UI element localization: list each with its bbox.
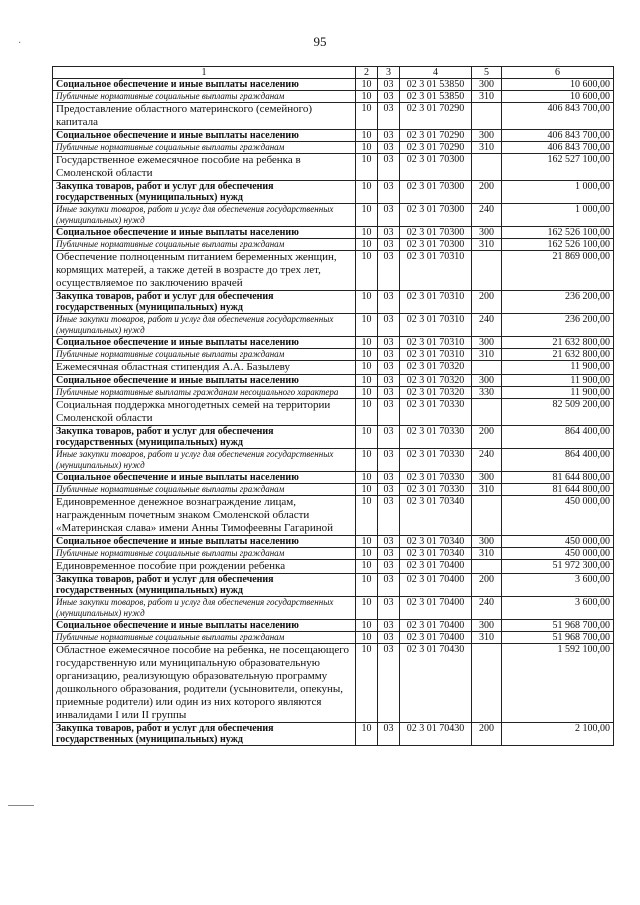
row-expense-type-cell: 200 <box>472 181 502 204</box>
table-row <box>53 227 614 239</box>
row-expense-type-cell: 240 <box>472 204 502 227</box>
row-name-cell: Публичные нормативные социальные выплаты гражданам <box>53 91 356 103</box>
row-section-cell: 10 <box>356 472 378 484</box>
row-amount-cell: 21 632 800,00 <box>502 337 614 349</box>
table-body <box>53 79 614 746</box>
row-subsection-cell: 03 <box>378 314 400 337</box>
row-amount-cell: 406 843 700,00 <box>502 103 614 130</box>
row-amount-cell: 450 000,00 <box>502 548 614 560</box>
table-row <box>53 472 614 484</box>
table-row <box>53 375 614 387</box>
table-row <box>53 251 614 291</box>
row-target-article-cell: 02 3 01 70320 <box>400 387 472 399</box>
row-subsection-cell: 03 <box>378 251 400 291</box>
header-col-3: 3 <box>378 67 400 79</box>
row-target-article-cell: 02 3 01 70430 <box>400 644 472 723</box>
table-row <box>53 337 614 349</box>
row-expense-type-cell: 200 <box>472 426 502 449</box>
row-amount-cell: 406 843 700,00 <box>502 130 614 142</box>
table-row <box>53 361 614 375</box>
row-subsection-cell: 03 <box>378 560 400 574</box>
row-section-cell: 10 <box>356 723 378 746</box>
row-name-cell: Закупка товаров, работ и услуг для обеспечения государственных (муниципальных) нужд <box>53 574 356 597</box>
row-expense-type-cell <box>472 399 502 426</box>
row-amount-cell: 21 869 000,00 <box>502 251 614 291</box>
row-amount-cell: 21 632 800,00 <box>502 349 614 361</box>
row-name-cell: Социальное обеспечение и иные выплаты населению <box>53 130 356 142</box>
table-row <box>53 387 614 399</box>
table-row <box>53 496 614 536</box>
row-target-article-cell: 02 3 01 70300 <box>400 154 472 181</box>
row-section-cell: 10 <box>356 399 378 426</box>
row-expense-type-cell: 300 <box>472 79 502 91</box>
row-target-article-cell: 02 3 01 70430 <box>400 723 472 746</box>
table-row <box>53 560 614 574</box>
row-subsection-cell: 03 <box>378 620 400 632</box>
row-name-cell: Социальное обеспечение и иные выплаты населению <box>53 79 356 91</box>
row-subsection-cell: 03 <box>378 181 400 204</box>
row-section-cell: 10 <box>356 181 378 204</box>
row-amount-cell: 864 400,00 <box>502 449 614 472</box>
row-amount-cell: 81 644 800,00 <box>502 472 614 484</box>
row-target-article-cell: 02 3 01 70330 <box>400 484 472 496</box>
row-target-article-cell: 02 3 01 70330 <box>400 426 472 449</box>
table-row <box>53 130 614 142</box>
table-row <box>53 399 614 426</box>
row-name-cell: Социальное обеспечение и иные выплаты населению <box>53 620 356 632</box>
row-amount-cell: 450 000,00 <box>502 536 614 548</box>
row-section-cell: 10 <box>356 536 378 548</box>
row-amount-cell: 406 843 700,00 <box>502 142 614 154</box>
table-row <box>53 723 614 746</box>
row-expense-type-cell <box>472 560 502 574</box>
row-target-article-cell: 02 3 01 70340 <box>400 536 472 548</box>
table-row <box>53 644 614 723</box>
row-target-article-cell: 02 3 01 70300 <box>400 204 472 227</box>
row-section-cell: 10 <box>356 349 378 361</box>
row-target-article-cell: 02 3 01 53850 <box>400 79 472 91</box>
row-section-cell: 10 <box>356 103 378 130</box>
row-section-cell: 10 <box>356 375 378 387</box>
row-expense-type-cell: 300 <box>472 227 502 239</box>
row-target-article-cell: 02 3 01 70330 <box>400 449 472 472</box>
row-name-cell: Социальная поддержка многодетных семей на территории Смоленской области <box>53 399 356 426</box>
row-subsection-cell: 03 <box>378 632 400 644</box>
row-section-cell: 10 <box>356 79 378 91</box>
row-amount-cell: 81 644 800,00 <box>502 484 614 496</box>
table-row <box>53 204 614 227</box>
budget-table <box>52 66 614 746</box>
row-section-cell: 10 <box>356 632 378 644</box>
row-subsection-cell: 03 <box>378 91 400 103</box>
row-target-article-cell: 02 3 01 70300 <box>400 239 472 251</box>
row-section-cell: 10 <box>356 548 378 560</box>
row-subsection-cell: 03 <box>378 426 400 449</box>
row-target-article-cell: 02 3 01 70340 <box>400 496 472 536</box>
row-amount-cell: 450 000,00 <box>502 496 614 536</box>
row-expense-type-cell: 310 <box>472 91 502 103</box>
row-name-cell: Социальное обеспечение и иные выплаты населению <box>53 536 356 548</box>
table-row <box>53 620 614 632</box>
row-amount-cell: 51 968 700,00 <box>502 620 614 632</box>
row-expense-type-cell: 240 <box>472 597 502 620</box>
row-name-cell: Единовременное денежное вознаграждение лицам, награжденным почетным знаком Смоленской области «Материнская слава» имени Анны Тимофеевны Гагариной <box>53 496 356 536</box>
row-subsection-cell: 03 <box>378 291 400 314</box>
row-section-cell: 10 <box>356 130 378 142</box>
row-subsection-cell: 03 <box>378 204 400 227</box>
row-section-cell: 10 <box>356 644 378 723</box>
row-subsection-cell: 03 <box>378 484 400 496</box>
row-amount-cell: 236 200,00 <box>502 291 614 314</box>
table-row <box>53 142 614 154</box>
row-expense-type-cell: 300 <box>472 536 502 548</box>
row-section-cell: 10 <box>356 560 378 574</box>
table-header <box>53 67 614 79</box>
row-amount-cell: 10 600,00 <box>502 91 614 103</box>
row-subsection-cell: 03 <box>378 644 400 723</box>
row-name-cell: Предоставление областного материнского (семейного) капитала <box>53 103 356 130</box>
table-row <box>53 449 614 472</box>
row-expense-type-cell: 240 <box>472 449 502 472</box>
row-section-cell: 10 <box>356 337 378 349</box>
row-subsection-cell: 03 <box>378 449 400 472</box>
row-section-cell: 10 <box>356 204 378 227</box>
row-expense-type-cell: 310 <box>472 142 502 154</box>
row-section-cell: 10 <box>356 142 378 154</box>
row-expense-type-cell: 310 <box>472 548 502 560</box>
table-row <box>53 239 614 251</box>
table-row <box>53 574 614 597</box>
table-row <box>53 91 614 103</box>
row-section-cell: 10 <box>356 574 378 597</box>
row-amount-cell: 51 972 300,00 <box>502 560 614 574</box>
row-name-cell: Публичные нормативные социальные выплаты гражданам <box>53 239 356 251</box>
row-target-article-cell: 02 3 01 70400 <box>400 574 472 597</box>
row-target-article-cell: 02 3 01 70290 <box>400 142 472 154</box>
header-col-2: 2 <box>356 67 378 79</box>
row-expense-type-cell: 200 <box>472 574 502 597</box>
row-expense-type-cell <box>472 251 502 291</box>
row-name-cell: Закупка товаров, работ и услуг для обеспечения государственных (муниципальных) нужд <box>53 181 356 204</box>
table-row <box>53 536 614 548</box>
row-subsection-cell: 03 <box>378 536 400 548</box>
row-expense-type-cell: 300 <box>472 130 502 142</box>
row-expense-type-cell: 310 <box>472 349 502 361</box>
table-row <box>53 632 614 644</box>
row-expense-type-cell: 330 <box>472 387 502 399</box>
row-amount-cell: 11 900,00 <box>502 361 614 375</box>
row-expense-type-cell <box>472 361 502 375</box>
row-amount-cell: 236 200,00 <box>502 314 614 337</box>
row-amount-cell: 11 900,00 <box>502 387 614 399</box>
table-row <box>53 426 614 449</box>
row-amount-cell: 3 600,00 <box>502 597 614 620</box>
row-subsection-cell: 03 <box>378 723 400 746</box>
row-subsection-cell: 03 <box>378 399 400 426</box>
row-target-article-cell: 02 3 01 70300 <box>400 227 472 239</box>
row-name-cell: Социальное обеспечение и иные выплаты населению <box>53 375 356 387</box>
row-subsection-cell: 03 <box>378 79 400 91</box>
row-amount-cell: 51 968 700,00 <box>502 632 614 644</box>
row-target-article-cell: 02 3 01 70320 <box>400 375 472 387</box>
row-subsection-cell: 03 <box>378 548 400 560</box>
row-expense-type-cell <box>472 496 502 536</box>
table-row <box>53 181 614 204</box>
row-target-article-cell: 02 3 01 70330 <box>400 399 472 426</box>
row-target-article-cell: 02 3 01 70310 <box>400 337 472 349</box>
row-amount-cell: 162 526 100,00 <box>502 227 614 239</box>
row-subsection-cell: 03 <box>378 227 400 239</box>
row-section-cell: 10 <box>356 449 378 472</box>
row-name-cell: Публичные нормативные социальные выплаты гражданам <box>53 349 356 361</box>
row-subsection-cell: 03 <box>378 387 400 399</box>
row-amount-cell: 162 527 100,00 <box>502 154 614 181</box>
table-row <box>53 79 614 91</box>
row-target-article-cell: 02 3 01 70290 <box>400 103 472 130</box>
row-expense-type-cell <box>472 154 502 181</box>
row-amount-cell: 864 400,00 <box>502 426 614 449</box>
row-section-cell: 10 <box>356 387 378 399</box>
header-col-1: 1 <box>53 67 356 79</box>
row-name-cell: Единовременное пособие при рождении ребенка <box>53 560 356 574</box>
row-name-cell: Публичные нормативные социальные выплаты гражданам <box>53 484 356 496</box>
row-name-cell: Закупка товаров, работ и услуг для обеспечения государственных (муниципальных) нужд <box>53 723 356 746</box>
table-row <box>53 103 614 130</box>
scan-speck: · <box>18 38 22 49</box>
table-row <box>53 597 614 620</box>
row-subsection-cell: 03 <box>378 574 400 597</box>
row-subsection-cell: 03 <box>378 496 400 536</box>
row-expense-type-cell: 200 <box>472 291 502 314</box>
row-section-cell: 10 <box>356 251 378 291</box>
row-subsection-cell: 03 <box>378 103 400 130</box>
row-subsection-cell: 03 <box>378 597 400 620</box>
row-section-cell: 10 <box>356 620 378 632</box>
row-section-cell: 10 <box>356 426 378 449</box>
row-amount-cell: 1 000,00 <box>502 204 614 227</box>
row-name-cell: Закупка товаров, работ и услуг для обеспечения государственных (муниципальных) нужд <box>53 426 356 449</box>
row-target-article-cell: 02 3 01 70330 <box>400 472 472 484</box>
row-section-cell: 10 <box>356 291 378 314</box>
row-target-article-cell: 02 3 01 70340 <box>400 548 472 560</box>
row-section-cell: 10 <box>356 484 378 496</box>
row-name-cell: Социальное обеспечение и иные выплаты населению <box>53 472 356 484</box>
row-name-cell: Областное ежемесячное пособие на ребенка, не посещающего государственную или муниципальную образовательную организацию, реализующую образовательную программу дошкольного образования, родители (усыновители, опекуны, приемные родители) или один из них которого являются инвалидами I или II группы <box>53 644 356 723</box>
page-number: 95 <box>313 34 327 49</box>
row-target-article-cell: 02 3 01 53850 <box>400 91 472 103</box>
table-row <box>53 314 614 337</box>
row-expense-type-cell: 310 <box>472 484 502 496</box>
row-expense-type-cell: 300 <box>472 472 502 484</box>
row-section-cell: 10 <box>356 597 378 620</box>
row-name-cell: Иные закупки товаров, работ и услуг для обеспечения государственных (муниципальных) нужд <box>53 314 356 337</box>
row-subsection-cell: 03 <box>378 239 400 251</box>
row-subsection-cell: 03 <box>378 361 400 375</box>
row-expense-type-cell: 310 <box>472 239 502 251</box>
row-expense-type-cell: 200 <box>472 723 502 746</box>
row-expense-type-cell: 240 <box>472 314 502 337</box>
row-target-article-cell: 02 3 01 70400 <box>400 597 472 620</box>
row-expense-type-cell: 310 <box>472 632 502 644</box>
row-target-article-cell: 02 3 01 70300 <box>400 181 472 204</box>
row-section-cell: 10 <box>356 227 378 239</box>
row-section-cell: 10 <box>356 496 378 536</box>
row-expense-type-cell <box>472 644 502 723</box>
row-amount-cell: 3 600,00 <box>502 574 614 597</box>
row-section-cell: 10 <box>356 361 378 375</box>
row-expense-type-cell: 300 <box>472 375 502 387</box>
row-name-cell: Иные закупки товаров, работ и услуг для обеспечения государственных (муниципальных) нужд <box>53 449 356 472</box>
row-subsection-cell: 03 <box>378 142 400 154</box>
row-name-cell: Ежемесячная областная стипендия А.А. Базылеву <box>53 361 356 375</box>
row-target-article-cell: 02 3 01 70320 <box>400 361 472 375</box>
row-section-cell: 10 <box>356 239 378 251</box>
row-target-article-cell: 02 3 01 70290 <box>400 130 472 142</box>
row-name-cell: Закупка товаров, работ и услуг для обеспечения государственных (муниципальных) нужд <box>53 291 356 314</box>
row-subsection-cell: 03 <box>378 337 400 349</box>
row-name-cell: Социальное обеспечение и иные выплаты населению <box>53 227 356 239</box>
row-expense-type-cell: 300 <box>472 620 502 632</box>
row-name-cell: Государственное ежемесячное пособие на ребенка в Смоленской области <box>53 154 356 181</box>
row-target-article-cell: 02 3 01 70310 <box>400 291 472 314</box>
row-name-cell: Публичные нормативные социальные выплаты гражданам <box>53 548 356 560</box>
table-row <box>53 349 614 361</box>
row-name-cell: Публичные нормативные социальные выплаты гражданам <box>53 142 356 154</box>
row-target-article-cell: 02 3 01 70400 <box>400 632 472 644</box>
row-target-article-cell: 02 3 01 70310 <box>400 349 472 361</box>
row-amount-cell: 1 000,00 <box>502 181 614 204</box>
row-expense-type-cell: 300 <box>472 337 502 349</box>
row-section-cell: 10 <box>356 154 378 181</box>
table-row <box>53 484 614 496</box>
table-row <box>53 548 614 560</box>
header-col-6: 6 <box>502 67 614 79</box>
row-target-article-cell: 02 3 01 70400 <box>400 620 472 632</box>
row-section-cell: 10 <box>356 314 378 337</box>
table-row <box>53 291 614 314</box>
row-amount-cell: 10 600,00 <box>502 79 614 91</box>
row-section-cell: 10 <box>356 91 378 103</box>
row-name-cell: Публичные нормативные социальные выплаты гражданам <box>53 632 356 644</box>
row-target-article-cell: 02 3 01 70400 <box>400 560 472 574</box>
margin-mark <box>8 805 34 806</box>
row-target-article-cell: 02 3 01 70310 <box>400 314 472 337</box>
row-amount-cell: 162 526 100,00 <box>502 239 614 251</box>
row-subsection-cell: 03 <box>378 154 400 181</box>
row-name-cell: Иные закупки товаров, работ и услуг для обеспечения государственных (муниципальных) нужд <box>53 597 356 620</box>
row-name-cell: Обеспечение полноценным питанием беременных женщин, кормящих матерей, а также детей в возрасте до трех лет, осуществляемое по заключению врачей <box>53 251 356 291</box>
row-subsection-cell: 03 <box>378 130 400 142</box>
row-name-cell: Публичные нормативные выплаты гражданам несоциального характера <box>53 387 356 399</box>
row-target-article-cell: 02 3 01 70310 <box>400 251 472 291</box>
table-row <box>53 154 614 181</box>
header-col-5: 5 <box>472 67 502 79</box>
row-amount-cell: 1 592 100,00 <box>502 644 614 723</box>
row-name-cell: Иные закупки товаров, работ и услуг для обеспечения государственных (муниципальных) нужд <box>53 204 356 227</box>
row-amount-cell: 2 100,00 <box>502 723 614 746</box>
row-amount-cell: 11 900,00 <box>502 375 614 387</box>
row-subsection-cell: 03 <box>378 472 400 484</box>
row-subsection-cell: 03 <box>378 349 400 361</box>
row-expense-type-cell <box>472 103 502 130</box>
row-amount-cell: 82 509 200,00 <box>502 399 614 426</box>
row-name-cell: Социальное обеспечение и иные выплаты населению <box>53 337 356 349</box>
header-col-4: 4 <box>400 67 472 79</box>
row-subsection-cell: 03 <box>378 375 400 387</box>
